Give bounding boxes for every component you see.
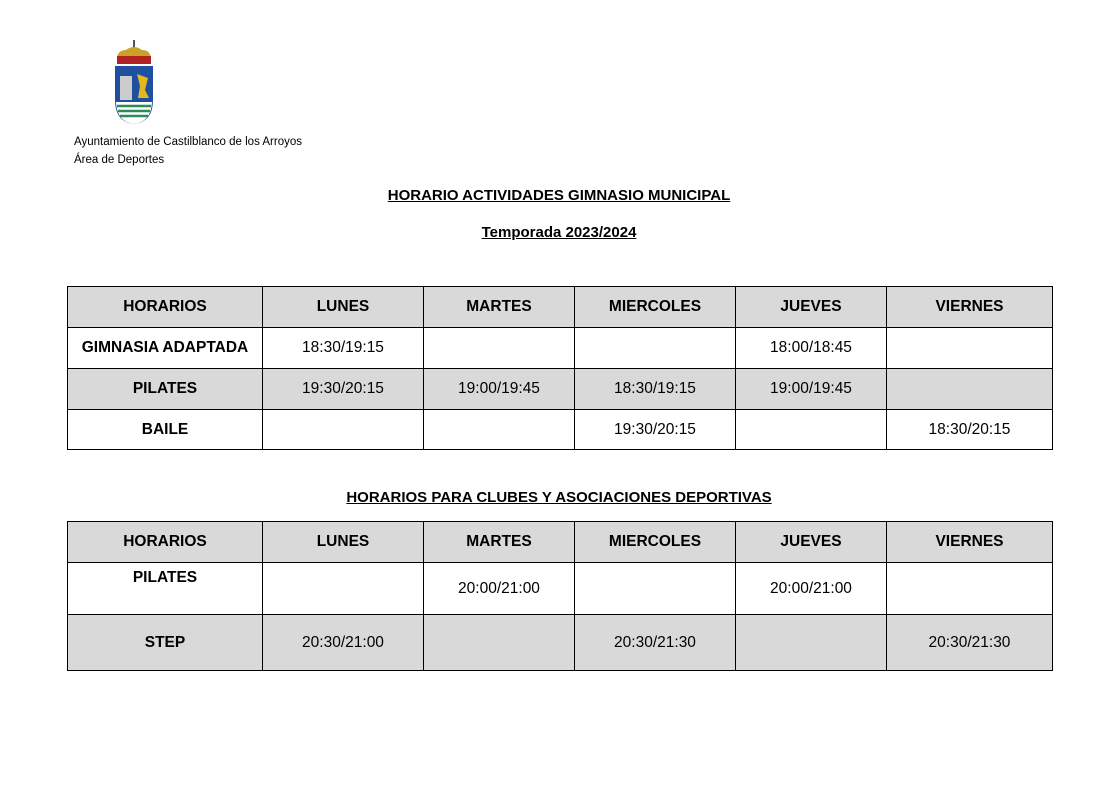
- time-cell: 20:30/21:00: [263, 615, 424, 671]
- time-cell: [736, 615, 887, 671]
- activity-cell: PILATES: [68, 369, 263, 410]
- clubs-schedule-table: [67, 521, 1053, 671]
- time-cell: [424, 410, 575, 450]
- time-cell: [263, 410, 424, 450]
- activity-cell: STEP: [68, 615, 263, 671]
- table-header-row: [68, 287, 1053, 328]
- time-cell: 18:30/19:15: [263, 328, 424, 369]
- time-cell: 20:30/21:30: [575, 615, 736, 671]
- time-cell: 20:30/21:30: [887, 615, 1053, 671]
- time-cell: 19:00/19:45: [736, 369, 887, 410]
- header-cell: HORARIOS: [68, 522, 263, 563]
- table-row: [68, 369, 1053, 410]
- time-cell: [575, 563, 736, 615]
- time-cell: [736, 410, 887, 450]
- season-title: Temporada 2023/2024: [481, 224, 637, 241]
- time-cell: 20:00/21:00: [736, 563, 887, 615]
- header-cell: MIERCOLES: [575, 287, 736, 328]
- activity-cell: GIMNASIA ADAPTADA: [68, 328, 263, 369]
- time-cell: [887, 369, 1053, 410]
- header-cell: MIERCOLES: [575, 522, 736, 563]
- time-cell: [424, 328, 575, 369]
- time-cell: [575, 328, 736, 369]
- header-cell: VIERNES: [887, 287, 1053, 328]
- time-cell: 19:30/20:15: [575, 410, 736, 450]
- gym-schedule-table: [67, 286, 1053, 450]
- time-cell: 18:30/20:15: [887, 410, 1053, 450]
- time-cell: 18:00/18:45: [736, 328, 887, 369]
- clubs-section-title: HORARIOS PARA CLUBES Y ASOCIACIONES DEPORTIVAS: [346, 489, 772, 506]
- header-cell: MARTES: [424, 522, 575, 563]
- header-cell: HORARIOS: [68, 287, 263, 328]
- header-cell: VIERNES: [887, 522, 1053, 563]
- header-cell: MARTES: [424, 287, 575, 328]
- time-cell: 18:30/19:15: [575, 369, 736, 410]
- time-cell: [424, 615, 575, 671]
- organization-info: [74, 133, 302, 169]
- activity-cell: PILATES: [68, 563, 263, 615]
- table-row: [68, 328, 1053, 369]
- time-cell: [263, 563, 424, 615]
- table-row: [68, 615, 1053, 671]
- time-cell: 20:00/21:00: [424, 563, 575, 615]
- header-cell: JUEVES: [736, 287, 887, 328]
- header-cell: LUNES: [263, 287, 424, 328]
- org-name: Ayuntamiento de Castilblanco de los Arroyos: [74, 136, 303, 148]
- activity-cell: BAILE: [68, 410, 263, 450]
- department-name: Área de Deportes: [74, 154, 165, 166]
- table-header-row: [68, 522, 1053, 563]
- header-cell: JUEVES: [736, 522, 887, 563]
- coat-of-arms-logo: [112, 40, 156, 126]
- header-cell: LUNES: [263, 522, 424, 563]
- table-row: [68, 563, 1053, 615]
- time-cell: 19:00/19:45: [424, 369, 575, 410]
- document-title: HORARIO ACTIVIDADES GIMNASIO MUNICIPAL: [387, 187, 731, 204]
- time-cell: [887, 563, 1053, 615]
- time-cell: 19:30/20:15: [263, 369, 424, 410]
- table-row: [68, 410, 1053, 450]
- time-cell: [887, 328, 1053, 369]
